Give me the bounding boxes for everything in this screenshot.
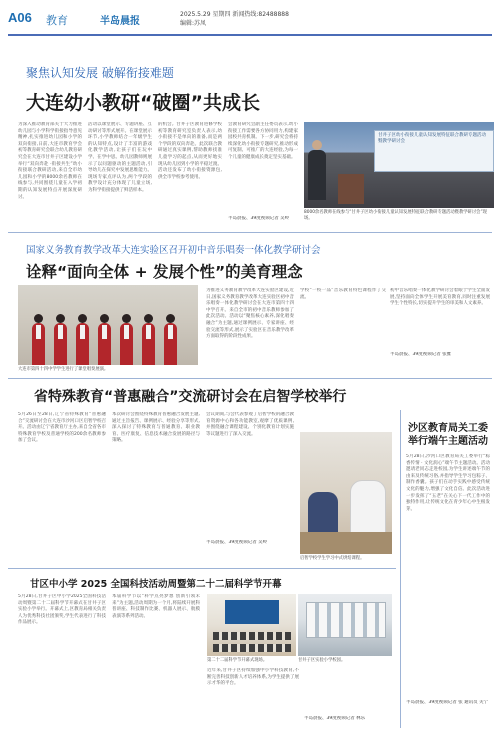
divider: [8, 378, 492, 379]
article4-caption2: 甘井子区实验小学校园。: [298, 658, 346, 663]
page-number: A06: [8, 10, 32, 25]
article3-byline: 半岛晨报、39度视频记者 吴岭: [206, 540, 268, 545]
article1-col2: 活动以课堂展示、专题讲座、互动研讨等形式展开。在课堂展示环节,小学教师结合一年级学生的认知特点,设计了丰富的游戏化教学活动,让孩子们在玩中学、在学中思。幼儿园教师则展示了以问题驱动的主题活动,引导幼儿在探究中发展思维能力。现场专家点评认为,两个学段的教学设计充分体现了儿童立场,为科学衔接提供了鲜活样本。: [88, 122, 152, 193]
student-figure: [76, 323, 89, 365]
article4-col1: 5月28日,甘井子区中小学2025全国科技活动周暨第二十二届科学节开幕式在甘井子区实验小学举行。开幕式上,区教育局相关负责人为优秀科技社团颁奖,学生代表进行了科技作品展示。: [18, 594, 106, 626]
editor-line: 编辑:苏凤: [180, 20, 207, 27]
student-figure: [98, 323, 111, 365]
article4-byline: 半岛晨报、39度视频记者 林乐: [304, 716, 366, 721]
article1-col4: 会教育研究会副主任委员表示,幼小衔接工作需要各方协同用力,构建家园校共育机制。下一步,研究会将持续深化幼小衔接专题研究,推动形成可复制、可推广的大连经验,为每一个儿童的健康成长奠定坚实基础。: [228, 122, 298, 160]
student-figure: [54, 323, 67, 365]
sidebar-body: 5月28日,沙河口区教育局关工委举行“粽香传情 · 文化润心”端午节主题活动。活动邀请老同志走进校园,为学生讲述端午节的由来及传统习俗,并指导学生学习包粽子、制作香囊。孩子们在动手实践中感受传统文化的魅力,增强了文化自信。此次活动进一步发挥了“五老”在关心下一代工作中的独特作用,让传统文化在青少年心中生根发芽。: [406, 454, 490, 512]
sidebar-title: 沙区教育局关工委举行端午主题活动: [408, 423, 488, 447]
article2-caption: 大连市第四十四中学学生进行了课堂唱奏展演。: [18, 367, 109, 372]
article2-title: 诠释“面向全体 + 发展个性”的美育理念: [26, 263, 303, 281]
article1-col1: 为深入推动教育部关于大力推进幼儿园与小学科学衔接指导意见精神,扎实推进幼儿园和小学的双向衔接,日前,大连市教育学会初等教育研究会联合幼儿教育研究会在大连市甘井子区建设小学举行“双向奔赴 ·衔接共生”幼小衔接联合教研活动,来自全市幼儿园和小学的8000余名教师在线参与,共同围绕儿童在入学初期的认知发展特点开展深度研讨。: [18, 122, 82, 200]
school-building: [306, 602, 386, 638]
section-name: 教育: [46, 14, 68, 27]
date-line: 2025.5.29 星期四 新闻热线:82488888: [180, 11, 289, 18]
teacher-figure: [350, 480, 386, 534]
speaker-figure: [308, 150, 326, 200]
page-header: [8, 8, 492, 36]
podium: [338, 174, 364, 204]
article4-caption1: 第二十二届科学节开幕式现场。: [207, 658, 268, 663]
article2-kicker: 国家义务教育教学改革大连实验区召开初中音乐唱奏一体化教学研讨会: [26, 245, 321, 256]
article3-caption: 启智学校学生学习中式烘焙课程。: [300, 556, 365, 561]
article3-col3: 会议期间,与会代表参观了启智学校的融合教育资源中心和各功能教室,观摩了优质课例,并围绕融合课程建设、个别化教育计划实施等议题进行了深入交流。: [206, 412, 294, 437]
article3-photo: [300, 432, 392, 554]
audience-row: [213, 644, 291, 652]
article2-col3: 初中音乐唱奏一体化教学研讨会着眼于学生全面发展,坚持面向全体学生开展美育教育,同时注重发展学生个性特长,切实提升学生的审美和人文素养。: [390, 288, 490, 307]
article4-col2: 本届科学节以“科学点亮梦想 创新引领未来”为主题,活动周期为一个月,将陆续开展科普讲座、科技制作比赛、机器人展示、航模表演等系列活动。: [112, 594, 200, 619]
article3-col2: 本次研讨会围绕特殊教育普惠融合发展主题,通过主旨报告、课例展示、经验分享等形式,深入探讨了特殊教育与普通教育、职业教育、医疗康复、信息技术融合发展的路径与策略。: [112, 412, 200, 444]
article4-col3: 近年来,甘井子区持续加强中小学科技教育,不断完善科技创新人才培养体系,为学生提供了展示才华的平台。: [207, 668, 299, 687]
article2-col2: 学校“一校一品”音乐教育特色课程作了交流。: [300, 288, 386, 300]
divider: [8, 232, 492, 233]
article1-caption: 8000余名教师在线参与“甘井子区幼小衔接儿童认知发展特征联合教研专题活动暨教学研讨会”现场。: [304, 210, 487, 221]
article4-photo-ceremony: [207, 594, 296, 656]
article1-kicker: 聚焦认知发展 破解衔接难题: [26, 66, 174, 80]
article2-byline: 半岛晨报、39度视频记者 张雅: [390, 352, 452, 357]
article2-photo: [18, 285, 198, 365]
student-figure: [120, 323, 133, 365]
article1-col3: 的机会。甘井子区教育进修学校初等教育研究室负责人表示,幼小衔接不是单向的准备,而是两个学段的双向奔赴。此次联合教研通过真实课例,帮助教师找准儿童学习的起点,从而更好地实现从幼儿园到小学的平稳过渡。活动还发布了幼小衔接资源包,供全市学校参考使用。: [158, 122, 222, 180]
article1-byline: 半岛晨报、39度视频记者 吴岭: [228, 216, 290, 221]
photo-screen: 甘井子区幼小衔接儿童认知发展特征联合教研专题活动暨教学研讨会: [374, 130, 494, 172]
student-figure: [164, 323, 177, 365]
article4-photo-campus: [298, 594, 392, 656]
article1-photo: [304, 122, 494, 208]
student-figure: [142, 323, 155, 365]
divider: [8, 568, 396, 569]
sidebar-byline: 半岛晨报、39度视频记者 张 通讯员 关宁: [406, 700, 489, 705]
stage-screen: [225, 600, 279, 624]
paper-logo: 半岛晨报: [100, 16, 140, 27]
article1-title: 大连幼小教研“破圈”共成长: [26, 92, 260, 114]
audience-row: [213, 632, 291, 640]
baking-table: [300, 532, 392, 554]
article4-title: 甘区中小学 2025 全国科技活动周暨第二十二届科学节开幕: [30, 579, 282, 590]
article2-col1: 为推进义务教育教学改革大连实验区建设,近日,国家义务教育教学改革大连实验区初中音乐唱奏一体化教学研讨会在大连市第四十四中学召开。来自全市的初中音乐教师参加了此次活动。活动以“聚焦核心素养,深化唱奏融合”为主题,通过课例展示、专家讲座、经验交流等形式,展示了实验区在音乐教学改革方面取得的阶段性成果。: [206, 288, 294, 340]
article3-title: 省特殊教育“普惠融合”交流研讨会在启智学校举行: [34, 389, 347, 405]
article3-col1: 5月26日至28日,辽宁省特殊教育“普惠融合”交流研讨会在大连市沙河口区启智学校召开。活动由辽宁省教育厅主办,来自全省各市特殊教育学校及普通学校的200余名教师参加了会议。: [18, 412, 106, 444]
student-figure: [308, 492, 338, 532]
student-figure: [32, 323, 45, 365]
